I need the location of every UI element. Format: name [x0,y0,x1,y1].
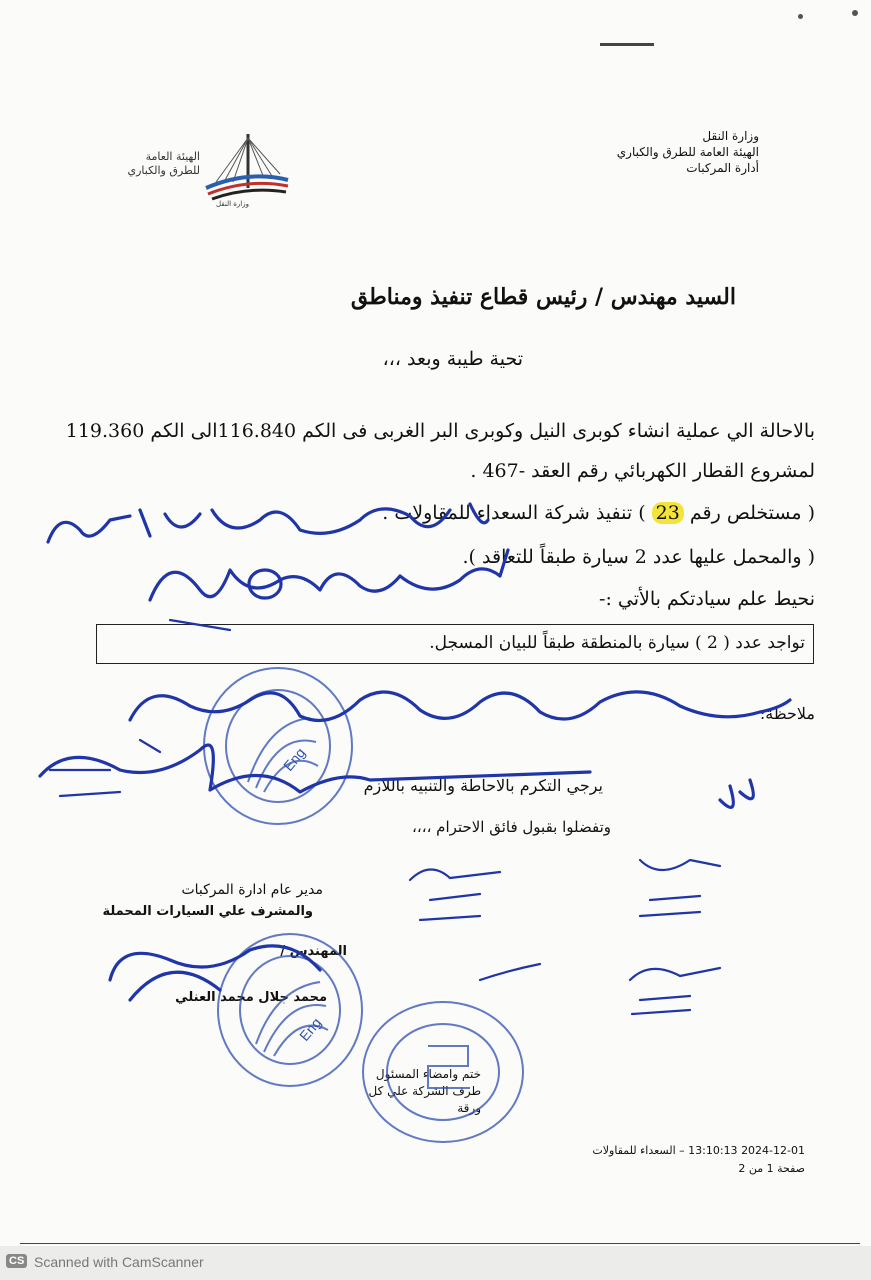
extract-post: ) تنفيذ شركة السعداء للمقاولات . [382,502,646,524]
logo-line-1: الهيئة العامة [145,150,200,163]
print-timestamp: 2024-12-01 13:10:13 – السعداء للمقاولات [592,1144,805,1157]
closing-line: وتفضلوا بقبول فائق الاحترام ،،،، [412,818,611,836]
logo-text [88,150,200,178]
boxed-text: تواجد عدد ( 2 ) سيارة بالمنطقة طبقاً للبيان المسجل. [429,633,805,653]
camscanner-badge: CS [6,1254,27,1268]
authority-name: الهيئة العامة للطرق والكباري [616,145,759,159]
paragraph-line-1: بالاحالة الي عملية انشاء كوبرى النيل وكوبرى البر الغربى فى الكم 116.840الى الكم 119.360 [65,420,815,442]
extract-number: 23 [652,502,684,524]
logo-sub: وزارة النقل [216,200,250,208]
ministry-header [539,128,759,176]
engineer-label: المهندس / [280,944,347,959]
page-bottom-line [20,1243,860,1244]
note-label: ملاحظة: [759,704,815,723]
engineer-name: محمد جلال محمد العنلي [175,990,327,1005]
addressee: السيد مهندس / رئيس قطاع تنفيذ ومناطق [350,284,736,310]
request-line: يرجي التكرم بالاحاطة والتنبيه باللازم [363,776,603,795]
scanner-footer [0,1246,871,1280]
handwritten-annotations [0,480,871,1160]
signature-title-1: مدير عام ادارة المركبات [181,882,323,898]
load-line: ( والمحمل عليها عدد 2 سيارة طبقاً للتعاقد ). [462,546,815,568]
scan-mark-top [600,43,654,46]
scan-dot [798,14,803,19]
company-line-1: ختم وامضاء المسئول [375,1067,481,1081]
authority-logo [88,130,293,210]
signature-title-2: والمشرف علي السيارات المحملة [102,904,313,919]
logo-line-2: للطرق والكباري [127,164,200,177]
scan-dot [852,10,858,16]
department-name: أدارة المركبات [686,161,759,175]
page-number: صفحة 1 من 2 [738,1162,805,1175]
notify-line: نحيط علم سيادتكم بالأتي :- [599,588,815,610]
extract-pre: ( مستخلص رقم [689,502,815,524]
ministry-name: وزارة النقل [702,129,759,143]
company-line-2: طرف الشركة علي كل [368,1084,481,1098]
stamp-label-2: Eng [296,1014,325,1044]
stamp-label-1: Eng [280,744,309,774]
paragraph-line-2: لمشروع القطار الكهربائي رقم العقد -467 . [470,460,815,482]
company-line-3: ورقة [457,1101,481,1115]
greeting: تحية طيبة وبعد ،،، [382,348,523,370]
camscanner-text: Scanned with CamScanner [34,1254,204,1270]
